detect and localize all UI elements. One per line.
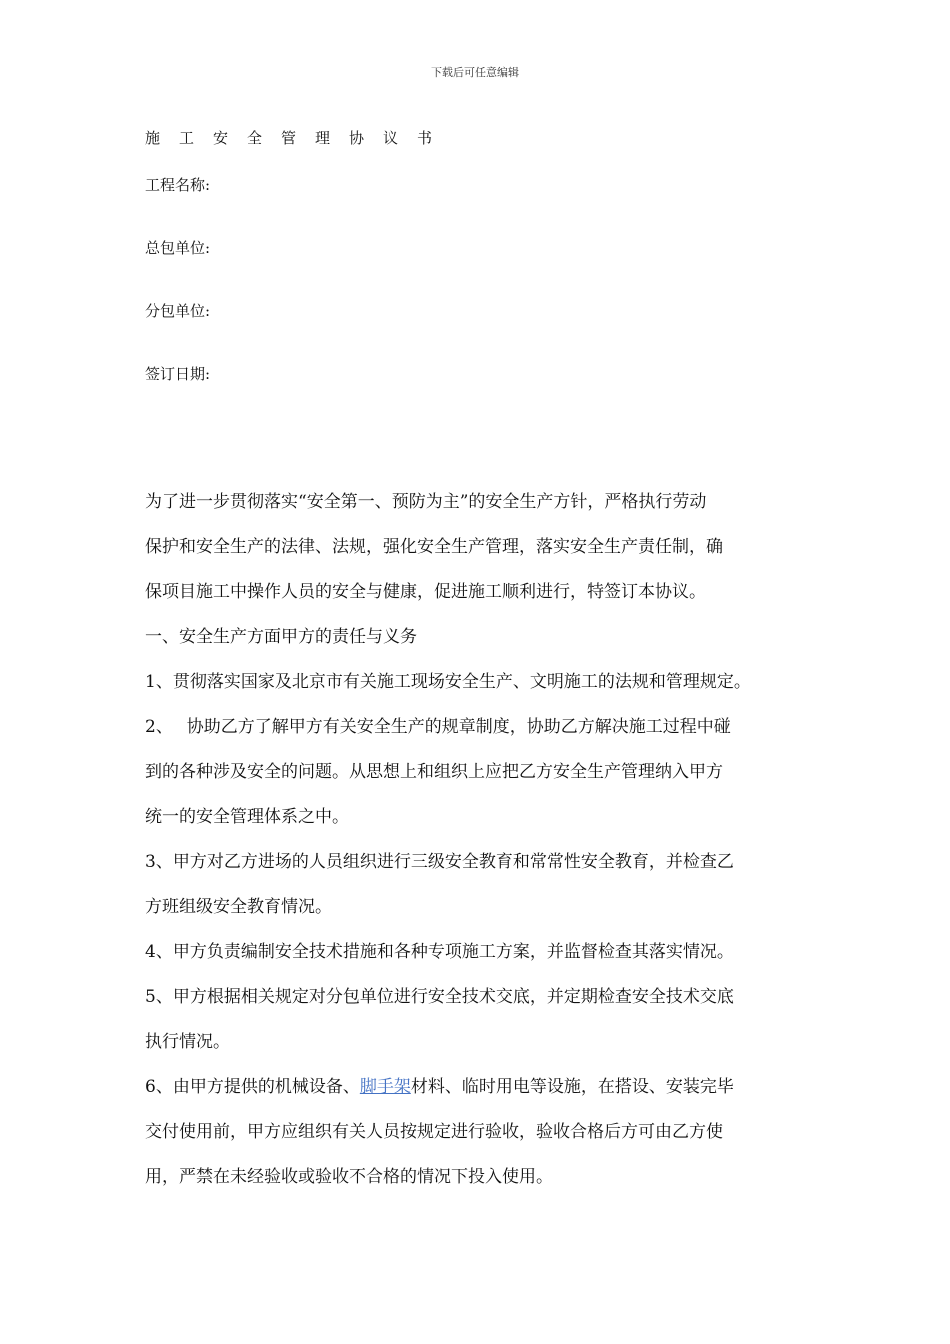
body-line: 为了进一步贯彻落实“安全第一、预防为主”的安全生产方针，严格执行劳动 — [145, 492, 707, 512]
field-signing-date: 签订日期: — [145, 365, 211, 383]
body-line: 4、甲方负责编制安全技术措施和各种专项施工方案，并监督检查其落实情况。 — [145, 942, 734, 962]
body-line: 5、甲方根据相关规定对分包单位进行安全技术交底，并定期检查安全技术交底 — [145, 987, 734, 1007]
page-header-note: 下载后可任意编辑 — [431, 66, 519, 79]
body-line: 执行情况。 — [145, 1032, 230, 1052]
scaffold-link[interactable]: 脚手架 — [359, 1077, 411, 1097]
body-line: 用，严禁在未经验收或验收不合格的情况下投入使用。 — [145, 1167, 553, 1187]
body-line: 2、 协助乙方了解甲方有关安全生产的规章制度，协助乙方解决施工过程中碰 — [145, 717, 731, 737]
body-line: 方班组级安全教育情况。 — [145, 897, 332, 917]
field-project-name: 工程名称: — [145, 176, 211, 194]
body-line: 保护和安全生产的法律、法规，强化安全生产管理，落实安全生产责任制，确 — [145, 537, 723, 557]
item6-text-before: 6、由甲方提供的机械设备、 — [145, 1077, 360, 1097]
field-general-contractor: 总包单位: — [145, 239, 211, 257]
body-line: 交付使用前，甲方应组织有关人员按规定进行验收，验收合格后方可由乙方使 — [145, 1122, 723, 1142]
body-line-item6 — [145, 1072, 734, 1097]
section-heading: 一、安全生产方面甲方的责任与义务 — [145, 627, 417, 647]
body-line: 1、贯彻落实国家及北京市有关施工现场安全生产、文明施工的法规和管理规定。 — [145, 672, 751, 692]
body-line: 统一的安全管理体系之中。 — [145, 807, 349, 827]
body-line: 保项目施工中操作人员的安全与健康，促进施工顺利进行，特签订本协议。 — [145, 582, 706, 602]
body-line: 3、甲方对乙方进场的人员组织进行三级安全教育和常常性安全教育，并检查乙 — [145, 852, 734, 872]
field-subcontractor: 分包单位: — [145, 302, 211, 320]
body-line: 到的各种涉及安全的问题。从思想上和组织上应把乙方安全生产管理纳入甲方 — [145, 762, 723, 782]
document-title: 施工安全管理协议书 — [145, 129, 452, 147]
item6-text-after: 材料、临时用电等设施，在搭设、安装完毕 — [410, 1077, 734, 1097]
